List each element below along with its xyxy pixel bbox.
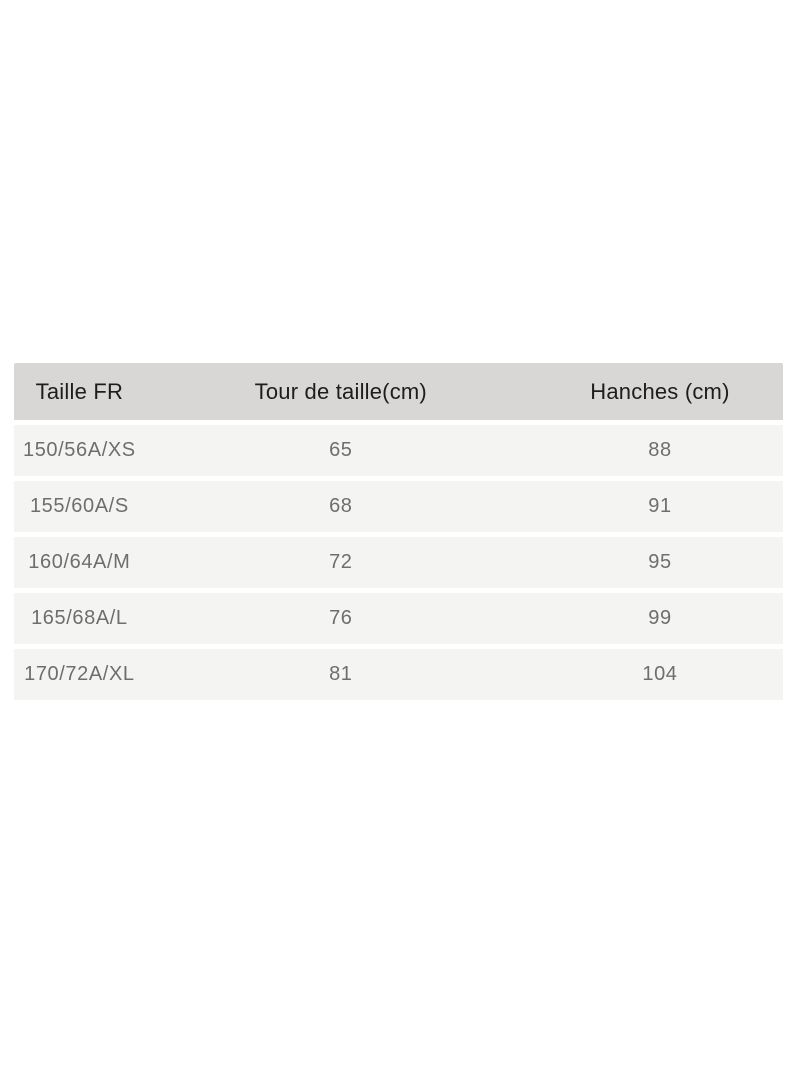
waist-cell: 72 bbox=[329, 551, 353, 573]
table-body bbox=[14, 425, 783, 700]
table-row bbox=[14, 537, 783, 588]
size-cell: 155/60A/S bbox=[29, 495, 129, 517]
table-row bbox=[14, 481, 783, 532]
hips-cell: 99 bbox=[648, 607, 672, 629]
header-cell-size: Taille FR bbox=[35, 378, 124, 404]
size-cell: 160/64A/M bbox=[28, 551, 131, 573]
table-row bbox=[14, 649, 783, 700]
table-row bbox=[14, 425, 783, 476]
hips-cell: 95 bbox=[648, 551, 672, 573]
waist-cell: 76 bbox=[329, 607, 353, 629]
header-cell-hips: Hanches (cm) bbox=[590, 378, 730, 404]
waist-cell: 65 bbox=[329, 439, 353, 461]
size-cell: 165/68A/L bbox=[31, 607, 128, 629]
waist-cell: 81 bbox=[329, 663, 353, 685]
hips-cell: 88 bbox=[648, 439, 672, 461]
size-chart-table bbox=[14, 363, 783, 700]
size-cell: 170/72A/XL bbox=[24, 663, 135, 685]
hips-cell: 91 bbox=[648, 495, 672, 517]
header-cell-waist: Tour de taille(cm) bbox=[254, 378, 427, 404]
table-row bbox=[14, 593, 783, 644]
hips-cell: 104 bbox=[642, 663, 678, 685]
table-header-row bbox=[14, 363, 783, 420]
size-cell: 150/56A/XS bbox=[22, 439, 136, 461]
waist-cell: 68 bbox=[329, 495, 353, 517]
